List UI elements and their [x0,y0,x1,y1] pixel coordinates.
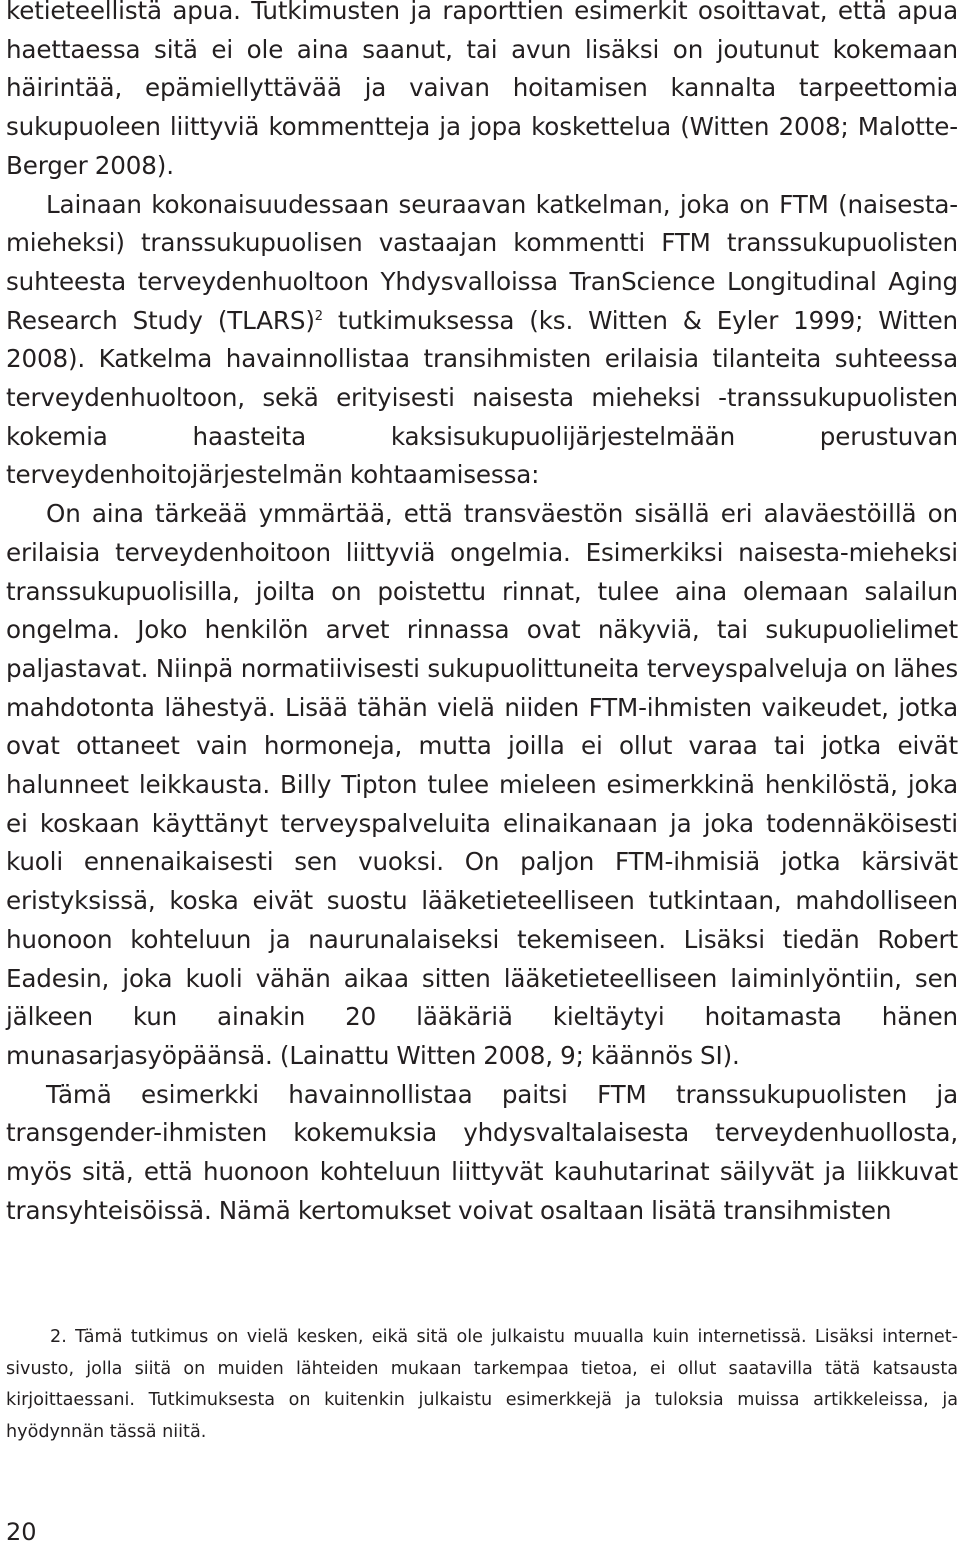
quote-text: On aina tärkeää ymmärtää, että transväestön sisällä eri alaväestöillä on erilaisia terveydenhoitoon liittyviä ongelmia. Esimerkiksi naisesta-mieheksi transsukupuolisilla, joilta on poistettu rinnat, tulee aina olemaan salailun ongelma. Joko henkilön arvet rinnassa ovat näkyviä, tai sukupuolielimet paljastavat. Niinpä normatiivisesti sukupuolittuneita terveyspalveluja on lähes mahdotonta lähestyä. Lisää tähän vielä niiden FTM-ihmisten vaikeudet, jotka ovat ottaneet vain hormoneja, mutta joilla ei ollut varaa tai jotka eivät halunneet leikkausta. Billy Tipton tulee mieleen esimerkkinä henkilöstä, joka ei koskaan käyttänyt terveyspalveluita elinaikanaan ja joka todennäköisesti kuoli ennenaikaisesti sen vuoksi. On paljon FTM-ihmisiä jotka kärsivät eristyksissä, koska eivät suostu lääketieteelliseen tutkintaan, mahdolliseen huonoon kohteluun ja naurunalaiseksi tekemiseen. Lisäksi tiedän Robert Eadesin, joka kuoli vähän aikaa sitten lääketieteelliseen laiminlyöntiin, sen jälkeen kun ainakin 20 lääkäriä kieltäytyi hoitamasta hänen munasarjasyöpäänsä. (Lainattu Witten 2008, 9; käännös SI). [6,499,958,1070]
paragraph-2-text-b: tutkimuksessa (ks. Witten & Eyler 1999; Witten 2008). Katkelma havainnollistaa transihmisten erilaisia tilanteita suhteessa terveydenhuoltoon, sekä erityisesti naisesta mieheksi -transsukupuolisten kokemia haasteita kaksisukupuolijärjestelmään perustuvan terveydenhoitojärjestelmän kohtaamisessa: [6,305,958,490]
footnote-reference: 2 [314,308,323,324]
footnote [6,1322,958,1448]
block-quote [6,495,958,1076]
page-number: 20 [6,1518,37,1546]
paragraph-3 [6,1076,958,1231]
paragraph-continued [6,0,958,186]
main-text [6,0,958,1231]
footnote-text: 2. Tämä tutkimus on vielä kesken, eikä sitä ole julkaistu muualla kuin internetissä. Lisäksi internet-sivusto, jolla siitä on muiden lähteiden mukaan tarkempaa tietoa, ei ollut saatavilla tätä katsausta kirjoittaessani. Tutkimuksesta on kuitenkin julkaistu esimerkkejä ja tuloksia muissa artikkeleissa, ja hyödynnän tässä niitä. [6,1327,958,1442]
paragraph-1-text: ketieteellistä apua. Tutkimusten ja raporttien esimerkit osoittavat, että apua haettaessa sitä ei ole aina saanut, tai avun lisäksi on joutunut kokemaan häirintää, epämiellyttävää ja vaivan hoitamisen kannalta tarpeettomia sukupuoleen liittyviä kommentteja ja jopa koskettelua (Witten 2008; Malotte-Berger 2008). [6,0,958,180]
paragraph-2-text-a: Lainaan kokonaisuudessaan seuraavan katkelman, joka on FTM (naisesta-mieheksi) transsukupuolisen vastaajan kommentti FTM transsukupuolisten suhteesta terveydenhuoltoon Yhdysvalloissa TranScience Longitudinal Aging Research Study (TLARS) [6,189,958,335]
paragraph-2 [6,186,958,496]
paragraph-3-text: Tämä esimerkki havainnollistaa paitsi FTM transsukupuolisten ja transgender-ihmisten kokemuksia yhdysvaltalaisesta terveydenhuollosta, myös sitä, että huonoon kohteluun liittyvät kauhutarinat säilyvät ja liikkuvat transyhteisöissä. Nämä kertomukset voivat osaltaan lisätä transihmisten [6,1079,958,1225]
